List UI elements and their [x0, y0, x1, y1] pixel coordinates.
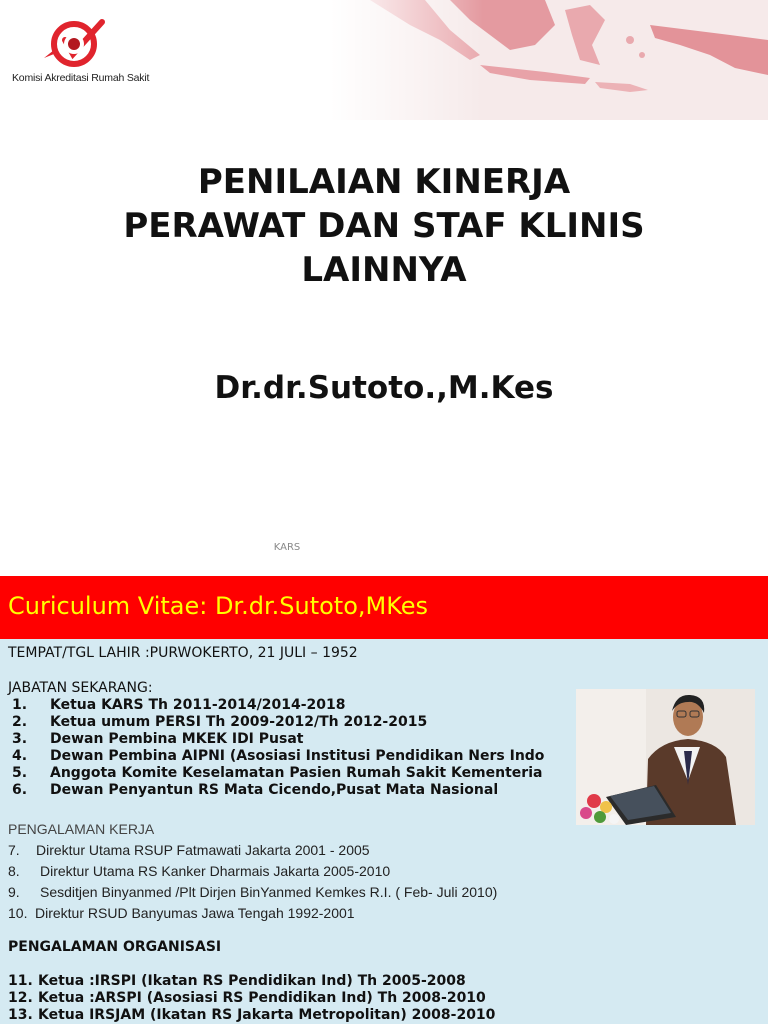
title-line: LAINNYA	[301, 250, 467, 290]
list-item: 6. Dewan Penyantun RS Mata Cicendo,Pusat Mata Nasional	[12, 782, 499, 798]
list-item: 7. Direktur Utama RSUP Fatmawati Jakarta 2001 - 2005	[8, 842, 370, 858]
current-positions-heading: JABATAN SEKARANG:	[8, 680, 153, 696]
cv-slide	[0, 576, 768, 1024]
indonesia-map-decoration	[330, 0, 768, 120]
slide-footer: KARS	[273, 542, 301, 553]
list-item: 1. Ketua KARS Th 2011-2014/2014-2018	[12, 697, 346, 713]
title-line: PENILAIAN KINERJA	[197, 162, 571, 202]
list-item: 3. Dewan Pembina MKEK IDI Pusat	[12, 731, 304, 747]
author-name: Dr.dr.Sutoto.,M.Kes	[214, 370, 554, 406]
title-line: PERAWAT DAN STAF KLINIS	[123, 206, 645, 246]
presentation-title	[40, 160, 728, 292]
list-item: 13. Ketua IRSJAM (Ikatan RS Jakarta Metropolitan) 2008-2010	[8, 1007, 496, 1023]
organization-experience-heading: PENGALAMAN ORGANISASI	[8, 939, 222, 955]
list-item: 11. Ketua :IRSPI (Ikatan RS Pendidikan Ind) Th 2005-2008	[8, 973, 466, 989]
list-item: 4. Dewan Pembina AIPNI (Asosiasi Institusi Pendidikan Ners Indo	[12, 748, 545, 764]
logo-text: Komisi Akreditasi Rumah Sakit	[12, 72, 150, 84]
cv-header-bar	[0, 576, 768, 639]
birth-info: TEMPAT/TGL LAHIR :PURWOKERTO, 21 JULI – 1952	[8, 645, 358, 661]
cv-title: Curiculum Vitae: Dr.dr.Sutoto,MKes	[8, 592, 429, 620]
list-item: 5. Anggota Komite Keselamatan Pasien Rumah Sakit Kementeria	[12, 765, 543, 781]
work-experience-heading: PENGALAMAN KERJA	[8, 821, 155, 837]
list-item: 9. Sesditjen Binyanmed /Plt Dirjen BinYanmed Kemkes R.I. ( Feb- Juli 2010)	[8, 884, 498, 900]
list-item: 12. Ketua :ARSPI (Asosiasi RS Pendidikan Ind) Th 2008-2010	[8, 990, 486, 1006]
list-item: 10. Direktur RSUD Banyumas Jawa Tengah 1992-2001	[8, 905, 355, 921]
list-item: 8. Direktur Utama RS Kanker Dharmais Jakarta 2005-2010	[8, 863, 391, 879]
speaker-photo	[576, 689, 755, 825]
list-item: 2. Ketua umum PERSI Th 2009-2012/Th 2012-2015	[12, 714, 428, 730]
